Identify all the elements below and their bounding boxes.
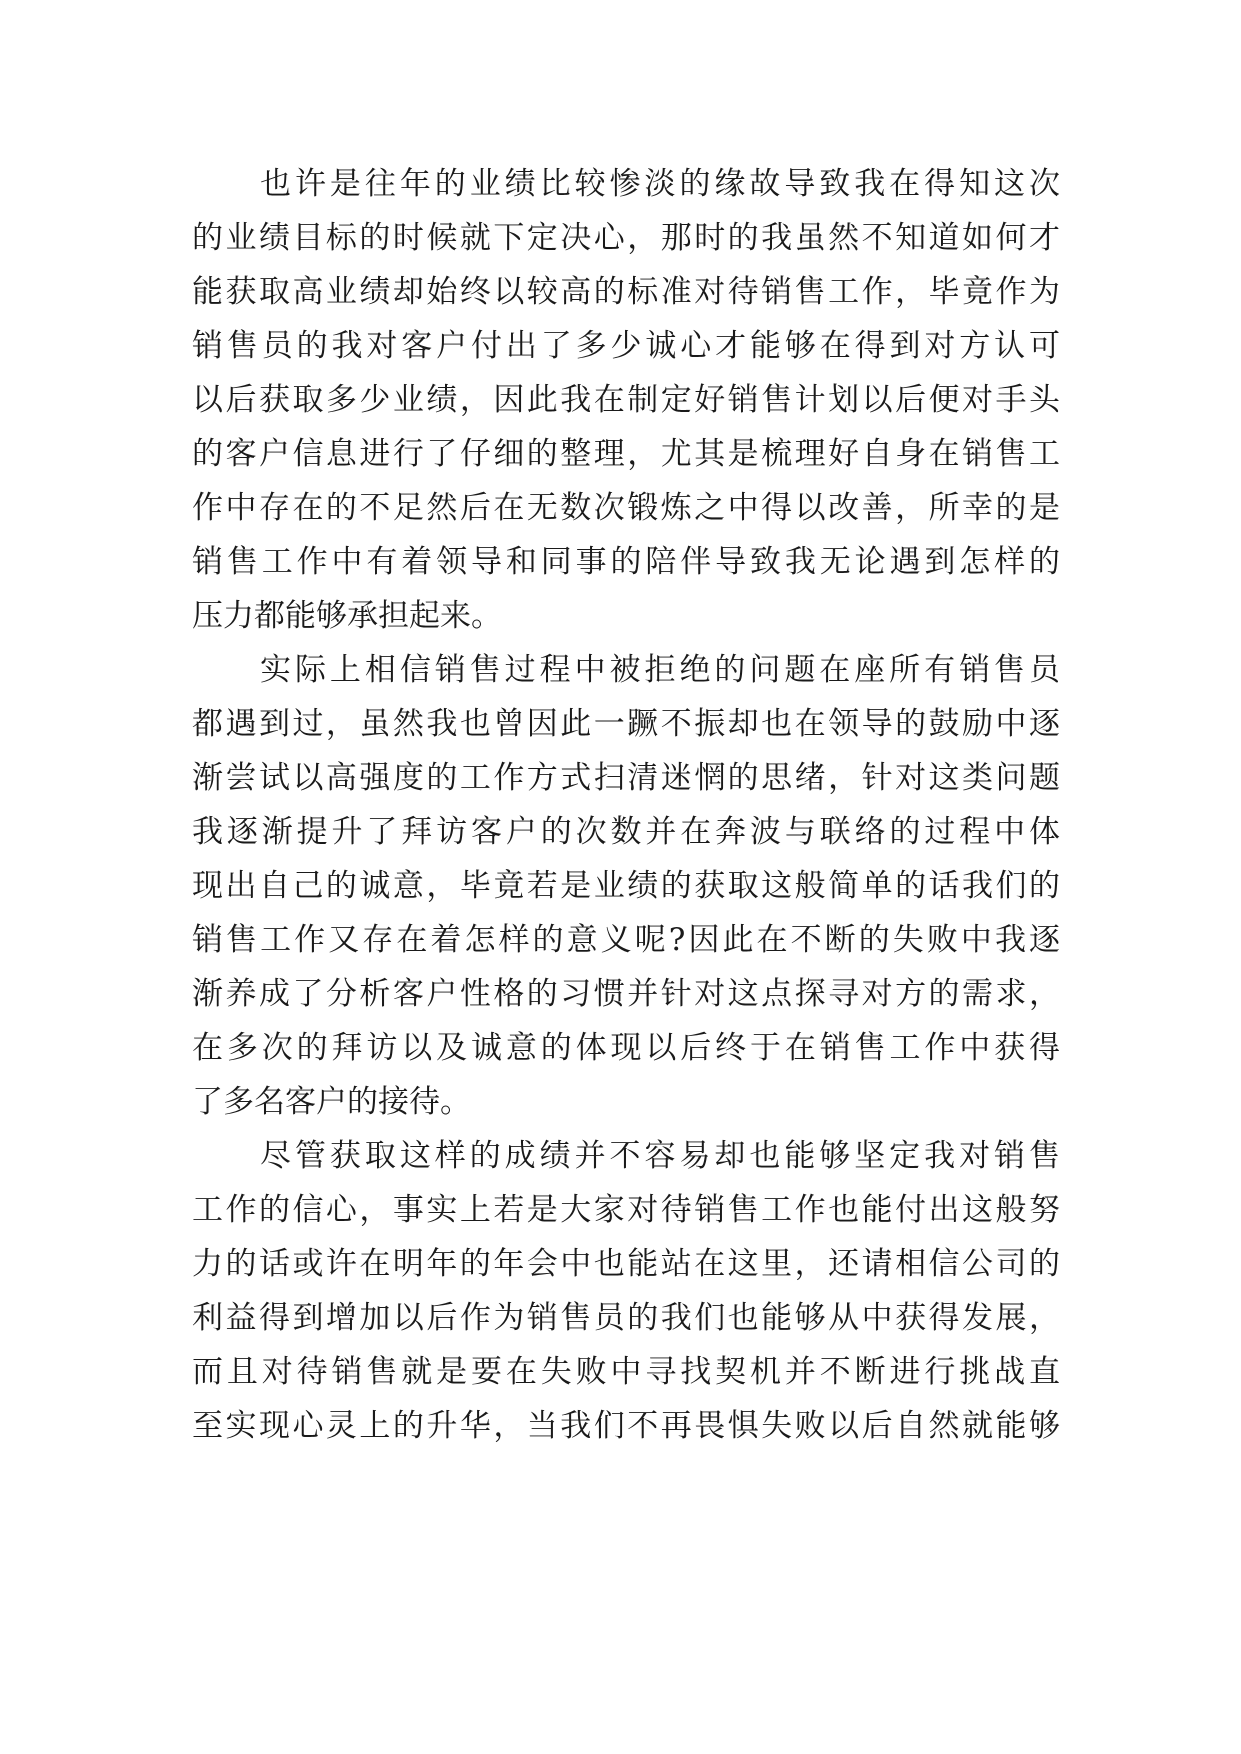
paragraph-line: 渐养成了分析客户性格的习惯并针对这点探寻对方的需求， [192, 976, 1060, 1012]
paragraph-line: 而且对待销售就是要在失败中寻找契机并不断进行挑战直 [192, 1354, 1060, 1390]
paragraph-line: 尽管获取这样的成绩并不容易却也能够坚定我对销售 [260, 1138, 1060, 1174]
paragraph-1 [192, 157, 1060, 643]
paragraph-line: 以后获取多少业绩，因此我在制定好销售计划以后便对手头 [192, 382, 1060, 418]
paragraph-line: 也许是往年的业绩比较惨淡的缘故导致我在得知这次 [260, 166, 1060, 202]
paragraph-line: 压力都能够承担起来。 [192, 598, 502, 634]
paragraph-2 [192, 643, 1060, 1129]
paragraph-3 [192, 1129, 1060, 1453]
paragraph-line: 都遇到过，虽然我也曾因此一蹶不振却也在领导的鼓励中逐 [192, 706, 1060, 742]
paragraph-line: 渐尝试以高强度的工作方式扫清迷惘的思绪，针对这类问题 [192, 760, 1060, 796]
paragraph-line: 的客户信息进行了仔细的整理，尤其是梳理好自身在销售工 [192, 436, 1060, 472]
paragraph-line: 的业绩目标的时候就下定决心，那时的我虽然不知道如何才 [192, 220, 1060, 256]
paragraph-line: 我逐渐提升了拜访客户的次数并在奔波与联络的过程中体 [192, 814, 1060, 850]
paragraph-line: 力的话或许在明年的年会中也能站在这里，还请相信公司的 [192, 1246, 1060, 1282]
paragraph-line: 利益得到增加以后作为销售员的我们也能够从中获得发展， [192, 1300, 1060, 1336]
document-body [192, 157, 1060, 1453]
paragraph-line: 至实现心灵上的升华，当我们不再畏惧失败以后自然就能够 [192, 1408, 1060, 1444]
paragraph-line: 作中存在的不足然后在无数次锻炼之中得以改善，所幸的是 [192, 490, 1060, 526]
paragraph-line: 销售工作中有着领导和同事的陪伴导致我无论遇到怎样的 [192, 544, 1060, 580]
paragraph-line: 了多名客户的接待。 [192, 1084, 471, 1120]
paragraph-line: 销售员的我对客户付出了多少诚心才能够在得到对方认可 [192, 328, 1060, 364]
paragraph-line: 实际上相信销售过程中被拒绝的问题在座所有销售员 [260, 652, 1060, 688]
paragraph-line: 工作的信心，事实上若是大家对待销售工作也能付出这般努 [192, 1192, 1060, 1228]
paragraph-line: 销售工作又存在着怎样的意义呢?因此在不断的失败中我逐 [192, 922, 1060, 958]
paragraph-line: 在多次的拜访以及诚意的体现以后终于在销售工作中获得 [192, 1030, 1060, 1066]
paragraph-line: 能获取高业绩却始终以较高的标准对待销售工作，毕竟作为 [192, 274, 1060, 310]
paragraph-line: 现出自己的诚意，毕竟若是业绩的获取这般简单的话我们的 [192, 868, 1060, 904]
